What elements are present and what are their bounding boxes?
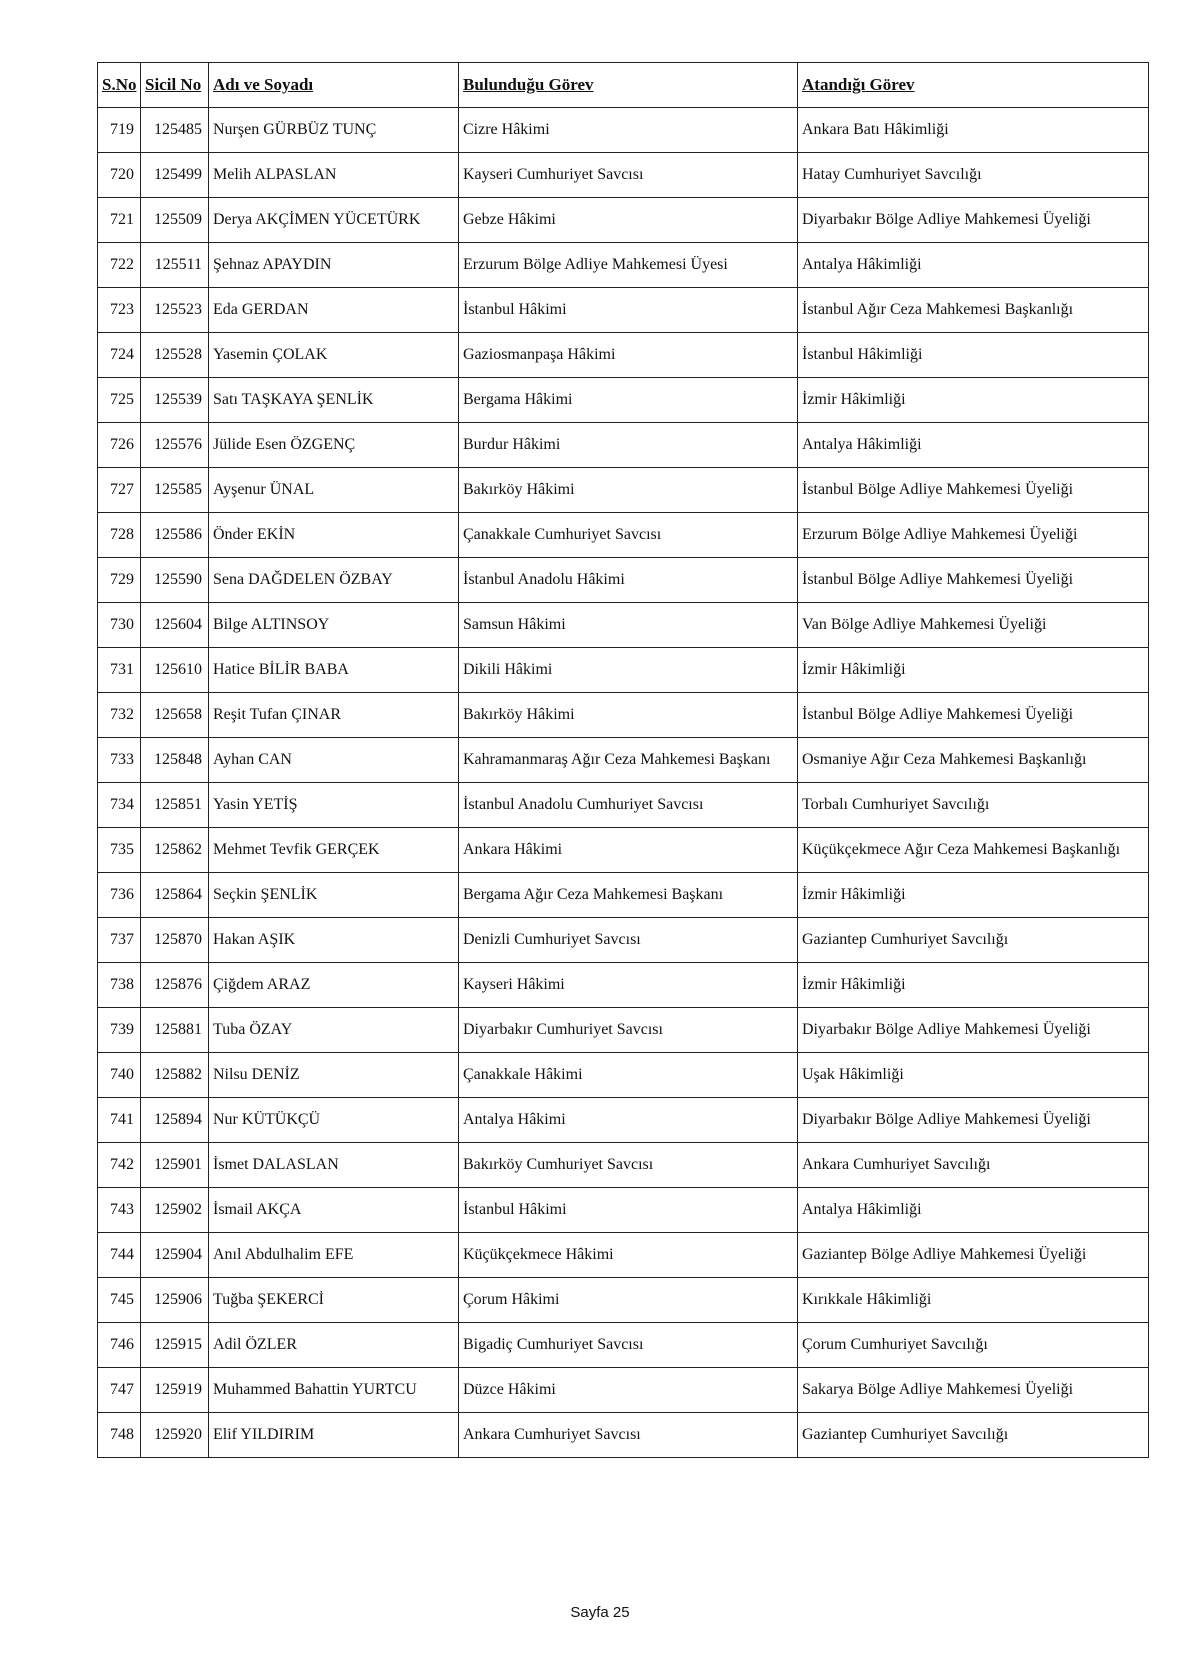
cell-assigned-post: Antalya Hâkimliği	[798, 423, 1149, 468]
table-row	[98, 1098, 1149, 1143]
cell-sno: 734	[98, 783, 141, 828]
cell-current-post: Erzurum Bölge Adliye Mahkemesi Üyesi	[459, 243, 798, 288]
table-header-row	[98, 63, 1149, 108]
cell-name: Nurşen GÜRBÜZ TUNÇ	[209, 108, 459, 153]
cell-sicil-no: 125848	[141, 738, 209, 783]
table-row	[98, 153, 1149, 198]
cell-sicil-no: 125511	[141, 243, 209, 288]
cell-name: İsmet DALASLAN	[209, 1143, 459, 1188]
cell-current-post: Kayseri Hâkimi	[459, 963, 798, 1008]
cell-sno: 730	[98, 603, 141, 648]
cell-current-post: Ankara Cumhuriyet Savcısı	[459, 1413, 798, 1458]
cell-assigned-post: Osmaniye Ağır Ceza Mahkemesi Başkanlığı	[798, 738, 1149, 783]
cell-name: Ayhan CAN	[209, 738, 459, 783]
cell-current-post: Kayseri Cumhuriyet Savcısı	[459, 153, 798, 198]
cell-sno: 724	[98, 333, 141, 378]
cell-current-post: Bigadiç Cumhuriyet Savcısı	[459, 1323, 798, 1368]
cell-sno: 727	[98, 468, 141, 513]
cell-name: Anıl Abdulhalim EFE	[209, 1233, 459, 1278]
cell-name: Satı TAŞKAYA ŞENLİK	[209, 378, 459, 423]
cell-sno: 729	[98, 558, 141, 603]
cell-name: Tuba ÖZAY	[209, 1008, 459, 1053]
cell-assigned-post: İzmir Hâkimliği	[798, 873, 1149, 918]
cell-sno: 721	[98, 198, 141, 243]
cell-sno: 720	[98, 153, 141, 198]
cell-name: Hakan AŞIK	[209, 918, 459, 963]
cell-current-post: Samsun Hâkimi	[459, 603, 798, 648]
cell-sicil-no: 125876	[141, 963, 209, 1008]
cell-sno: 736	[98, 873, 141, 918]
table-row	[98, 1188, 1149, 1233]
cell-sno: 722	[98, 243, 141, 288]
cell-assigned-post: Gaziantep Bölge Adliye Mahkemesi Üyeliği	[798, 1233, 1149, 1278]
cell-current-post: Küçükçekmece Hâkimi	[459, 1233, 798, 1278]
cell-name: Yasemin ÇOLAK	[209, 333, 459, 378]
cell-sicil-no: 125906	[141, 1278, 209, 1323]
cell-current-post: İstanbul Hâkimi	[459, 288, 798, 333]
cell-sicil-no: 125576	[141, 423, 209, 468]
cell-name: Tuğba ŞEKERCİ	[209, 1278, 459, 1323]
cell-assigned-post: İzmir Hâkimliği	[798, 378, 1149, 423]
table-row	[98, 423, 1149, 468]
cell-assigned-post: İstanbul Hâkimliği	[798, 333, 1149, 378]
table-row	[98, 333, 1149, 378]
cell-name: Önder EKİN	[209, 513, 459, 558]
cell-assigned-post: Sakarya Bölge Adliye Mahkemesi Üyeliği	[798, 1368, 1149, 1413]
table-row	[98, 1323, 1149, 1368]
cell-sicil-no: 125862	[141, 828, 209, 873]
cell-name: Bilge ALTINSOY	[209, 603, 459, 648]
table-row	[98, 108, 1149, 153]
cell-sicil-no: 125902	[141, 1188, 209, 1233]
cell-sno: 731	[98, 648, 141, 693]
cell-name: Elif YILDIRIM	[209, 1413, 459, 1458]
cell-sno: 732	[98, 693, 141, 738]
cell-name: Seçkin ŞENLİK	[209, 873, 459, 918]
cell-assigned-post: Hatay Cumhuriyet Savcılığı	[798, 153, 1149, 198]
table-row	[98, 558, 1149, 603]
cell-name: Melih ALPASLAN	[209, 153, 459, 198]
cell-current-post: Bergama Ağır Ceza Mahkemesi Başkanı	[459, 873, 798, 918]
cell-current-post: Dikili Hâkimi	[459, 648, 798, 693]
cell-assigned-post: Antalya Hâkimliği	[798, 1188, 1149, 1233]
cell-assigned-post: İstanbul Ağır Ceza Mahkemesi Başkanlığı	[798, 288, 1149, 333]
cell-sno: 746	[98, 1323, 141, 1368]
cell-name: Şehnaz APAYDIN	[209, 243, 459, 288]
cell-assigned-post: Gaziantep Cumhuriyet Savcılığı	[798, 1413, 1149, 1458]
cell-current-post: Denizli Cumhuriyet Savcısı	[459, 918, 798, 963]
cell-name: Mehmet Tevfik GERÇEK	[209, 828, 459, 873]
cell-sicil-no: 125485	[141, 108, 209, 153]
cell-name: Nur KÜTÜKÇÜ	[209, 1098, 459, 1143]
cell-current-post: Antalya Hâkimi	[459, 1098, 798, 1143]
header-sicil-no: Sicil No	[141, 63, 209, 108]
cell-current-post: İstanbul Anadolu Cumhuriyet Savcısı	[459, 783, 798, 828]
cell-assigned-post: İstanbul Bölge Adliye Mahkemesi Üyeliği	[798, 558, 1149, 603]
header-sno: S.No	[98, 63, 141, 108]
cell-assigned-post: Ankara Cumhuriyet Savcılığı	[798, 1143, 1149, 1188]
cell-name: Nilsu DENİZ	[209, 1053, 459, 1098]
cell-sno: 744	[98, 1233, 141, 1278]
header-current-post: Bulunduğu Görev	[459, 63, 798, 108]
header-name: Adı ve Soyadı	[209, 63, 459, 108]
cell-sicil-no: 125590	[141, 558, 209, 603]
cell-sicil-no: 125509	[141, 198, 209, 243]
cell-sno: 723	[98, 288, 141, 333]
cell-sno: 728	[98, 513, 141, 558]
cell-assigned-post: İstanbul Bölge Adliye Mahkemesi Üyeliği	[798, 693, 1149, 738]
cell-sno: 739	[98, 1008, 141, 1053]
cell-name: Muhammed Bahattin YURTCU	[209, 1368, 459, 1413]
cell-current-post: Çorum Hâkimi	[459, 1278, 798, 1323]
cell-name: Hatice BİLİR BABA	[209, 648, 459, 693]
cell-sno: 737	[98, 918, 141, 963]
cell-name: Reşit Tufan ÇINAR	[209, 693, 459, 738]
header-assigned-post: Atandığı Görev	[798, 63, 1149, 108]
cell-sno: 725	[98, 378, 141, 423]
cell-assigned-post: Van Bölge Adliye Mahkemesi Üyeliği	[798, 603, 1149, 648]
cell-current-post: Çanakkale Hâkimi	[459, 1053, 798, 1098]
cell-sno: 735	[98, 828, 141, 873]
table-row	[98, 378, 1149, 423]
cell-current-post: Ankara Hâkimi	[459, 828, 798, 873]
table-row	[98, 783, 1149, 828]
table-row	[98, 738, 1149, 783]
cell-current-post: Diyarbakır Cumhuriyet Savcısı	[459, 1008, 798, 1053]
cell-current-post: Düzce Hâkimi	[459, 1368, 798, 1413]
table-row	[98, 1368, 1149, 1413]
table-row	[98, 1413, 1149, 1458]
cell-assigned-post: Erzurum Bölge Adliye Mahkemesi Üyeliği	[798, 513, 1149, 558]
cell-sicil-no: 125658	[141, 693, 209, 738]
cell-name: Derya AKÇİMEN YÜCETÜRK	[209, 198, 459, 243]
cell-current-post: Gebze Hâkimi	[459, 198, 798, 243]
table-row	[98, 648, 1149, 693]
cell-sicil-no: 125894	[141, 1098, 209, 1143]
cell-assigned-post: Diyarbakır Bölge Adliye Mahkemesi Üyeliği	[798, 1008, 1149, 1053]
cell-sicil-no: 125919	[141, 1368, 209, 1413]
cell-sicil-no: 125539	[141, 378, 209, 423]
cell-current-post: Bakırköy Cumhuriyet Savcısı	[459, 1143, 798, 1188]
table-row	[98, 1278, 1149, 1323]
cell-assigned-post: Gaziantep Cumhuriyet Savcılığı	[798, 918, 1149, 963]
cell-name: Çiğdem ARAZ	[209, 963, 459, 1008]
table-row	[98, 1233, 1149, 1278]
cell-sicil-no: 125864	[141, 873, 209, 918]
cell-sno: 741	[98, 1098, 141, 1143]
table-row	[98, 828, 1149, 873]
cell-assigned-post: Küçükçekmece Ağır Ceza Mahkemesi Başkanlığı	[798, 828, 1149, 873]
cell-assigned-post: Diyarbakır Bölge Adliye Mahkemesi Üyeliği	[798, 198, 1149, 243]
table-row	[98, 1008, 1149, 1053]
cell-name: Jülide Esen ÖZGENÇ	[209, 423, 459, 468]
cell-current-post: Burdur Hâkimi	[459, 423, 798, 468]
table-row	[98, 963, 1149, 1008]
cell-name: Eda GERDAN	[209, 288, 459, 333]
cell-current-post: Gaziosmanpaşa Hâkimi	[459, 333, 798, 378]
cell-sicil-no: 125904	[141, 1233, 209, 1278]
cell-sicil-no: 125528	[141, 333, 209, 378]
cell-sno: 748	[98, 1413, 141, 1458]
cell-name: Ayşenur ÜNAL	[209, 468, 459, 513]
cell-sicil-no: 125915	[141, 1323, 209, 1368]
cell-current-post: İstanbul Anadolu Hâkimi	[459, 558, 798, 603]
cell-sno: 743	[98, 1188, 141, 1233]
table-row	[98, 243, 1149, 288]
cell-sicil-no: 125901	[141, 1143, 209, 1188]
table-row	[98, 873, 1149, 918]
cell-sicil-no: 125870	[141, 918, 209, 963]
cell-sno: 742	[98, 1143, 141, 1188]
cell-sicil-no: 125882	[141, 1053, 209, 1098]
cell-current-post: Kahramanmaraş Ağır Ceza Mahkemesi Başkanı	[459, 738, 798, 783]
cell-sicil-no: 125585	[141, 468, 209, 513]
cell-sicil-no: 125610	[141, 648, 209, 693]
table-row	[98, 603, 1149, 648]
cell-assigned-post: Antalya Hâkimliği	[798, 243, 1149, 288]
cell-sno: 745	[98, 1278, 141, 1323]
table-row	[98, 198, 1149, 243]
table-row	[98, 1143, 1149, 1188]
cell-sno: 733	[98, 738, 141, 783]
table-row	[98, 918, 1149, 963]
cell-sno: 738	[98, 963, 141, 1008]
cell-sicil-no: 125499	[141, 153, 209, 198]
cell-assigned-post: Çorum Cumhuriyet Savcılığı	[798, 1323, 1149, 1368]
cell-sicil-no: 125586	[141, 513, 209, 558]
cell-name: Yasin YETİŞ	[209, 783, 459, 828]
table-row	[98, 513, 1149, 558]
cell-sicil-no: 125523	[141, 288, 209, 333]
cell-sno: 747	[98, 1368, 141, 1413]
cell-assigned-post: Torbalı Cumhuriyet Savcılığı	[798, 783, 1149, 828]
cell-assigned-post: İstanbul Bölge Adliye Mahkemesi Üyeliği	[798, 468, 1149, 513]
table-row	[98, 468, 1149, 513]
page-number: Sayfa 25	[570, 1604, 630, 1621]
cell-assigned-post: Diyarbakır Bölge Adliye Mahkemesi Üyeliği	[798, 1098, 1149, 1143]
cell-name: Adil ÖZLER	[209, 1323, 459, 1368]
table-row	[98, 693, 1149, 738]
cell-sicil-no: 125604	[141, 603, 209, 648]
table-row	[98, 288, 1149, 333]
table-body	[98, 108, 1149, 1458]
cell-assigned-post: İzmir Hâkimliği	[798, 963, 1149, 1008]
cell-sno: 719	[98, 108, 141, 153]
cell-current-post: Bakırköy Hâkimi	[459, 468, 798, 513]
cell-current-post: Cizre Hâkimi	[459, 108, 798, 153]
cell-sicil-no: 125851	[141, 783, 209, 828]
cell-sicil-no: 125920	[141, 1413, 209, 1458]
cell-current-post: Çanakkale Cumhuriyet Savcısı	[459, 513, 798, 558]
cell-current-post: Bergama Hâkimi	[459, 378, 798, 423]
cell-assigned-post: İzmir Hâkimliği	[798, 648, 1149, 693]
cell-name: İsmail AKÇA	[209, 1188, 459, 1233]
cell-current-post: Bakırköy Hâkimi	[459, 693, 798, 738]
cell-assigned-post: Ankara Batı Hâkimliği	[798, 108, 1149, 153]
cell-assigned-post: Kırıkkale Hâkimliği	[798, 1278, 1149, 1323]
appointment-table	[97, 62, 1149, 1458]
cell-sno: 726	[98, 423, 141, 468]
table-row	[98, 1053, 1149, 1098]
cell-sicil-no: 125881	[141, 1008, 209, 1053]
cell-current-post: İstanbul Hâkimi	[459, 1188, 798, 1233]
cell-name: Sena DAĞDELEN ÖZBAY	[209, 558, 459, 603]
cell-sno: 740	[98, 1053, 141, 1098]
cell-assigned-post: Uşak Hâkimliği	[798, 1053, 1149, 1098]
